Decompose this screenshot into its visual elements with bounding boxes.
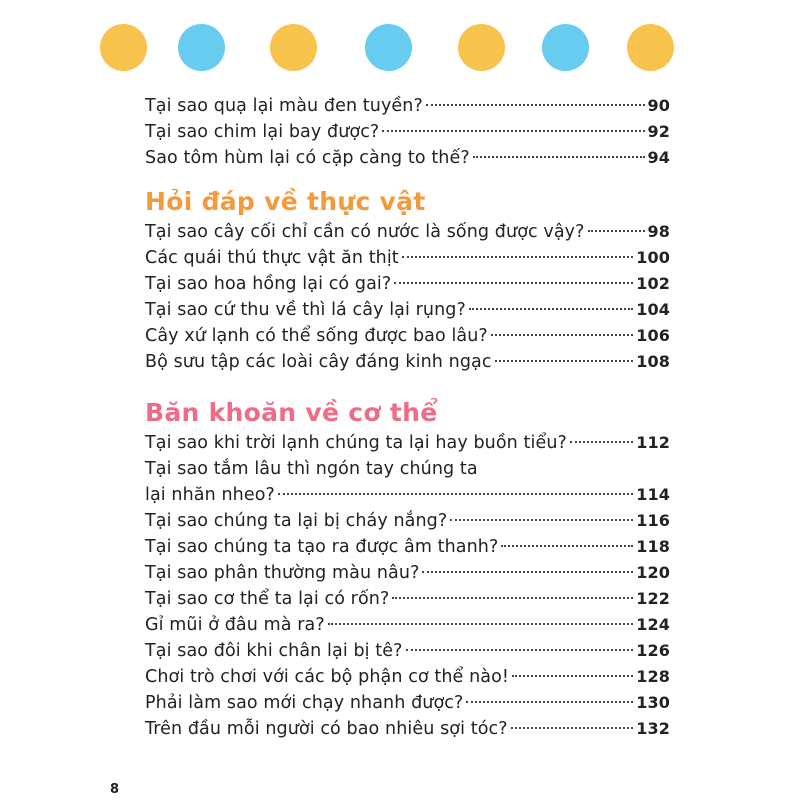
dot-leader: [394, 282, 633, 284]
dot-leader: [328, 623, 634, 625]
toc-entry-title: Gỉ mũi ở đâu mà ra?: [145, 615, 325, 635]
toc-entry: [145, 664, 670, 690]
section-heading-body: Băn khoăn về cơ thể: [145, 398, 438, 427]
dot-leader: [469, 308, 633, 310]
toc-entry-title: Tại sao cứ thu về thì lá cây lại rụng?: [145, 300, 466, 320]
toc-entry-page: 92: [647, 122, 670, 141]
dot-leader: [392, 597, 633, 599]
toc-entry: [145, 119, 670, 145]
dot-leader: [402, 256, 634, 258]
toc-entry: [145, 508, 670, 534]
toc-entry-title: Tại sao chúng ta lại bị cháy nắng?: [145, 511, 448, 531]
toc-entry: [145, 297, 670, 323]
toc-entry-title: Tại sao chim lại bay được?: [145, 122, 380, 142]
dot-leader: [466, 701, 633, 703]
toc-entry-page: 94: [647, 148, 670, 167]
toc-body-list: [145, 430, 670, 742]
dot-leader: [422, 571, 633, 573]
toc-entry-page: 114: [636, 485, 670, 504]
section-heading-plants: Hỏi đáp về thực vật: [145, 187, 426, 216]
toc-entry-page: 122: [636, 589, 670, 608]
toc-entry-title: Tại sao cơ thể ta lại có rốn?: [145, 589, 390, 609]
dot-leader: [491, 334, 633, 336]
toc-entry-page: 108: [636, 352, 670, 371]
toc-entry: [145, 323, 670, 349]
toc-entry: [145, 245, 670, 271]
decorative-dot-yellow: [270, 24, 317, 71]
page-number: 8: [110, 782, 120, 797]
toc-entry-page: 126: [636, 641, 670, 660]
toc-entry-page: 118: [636, 537, 670, 556]
toc-section-body: [145, 396, 670, 742]
toc-entry: [145, 534, 670, 560]
dot-leader: [495, 360, 634, 362]
toc-entry-page: 98: [647, 222, 670, 241]
toc-entry-title: Tại sao tắm lâu thì ngón tay chúng ta: [145, 459, 478, 479]
toc-entry: [145, 716, 670, 742]
dot-leader: [512, 675, 633, 677]
dot-leader: [278, 493, 633, 495]
toc-entry-page: 120: [636, 563, 670, 582]
dot-leader: [511, 727, 634, 729]
toc-entry-page: 90: [647, 96, 670, 115]
decorative-dots-row: [0, 22, 800, 78]
decorative-dot-yellow: [100, 24, 147, 71]
toc-entry-page: 124: [636, 615, 670, 634]
toc-entry-title: Cây xứ lạnh có thể sống được bao lâu?: [145, 326, 488, 346]
toc-entry-title: lại nhăn nheo?: [145, 485, 275, 505]
decorative-dot-yellow: [627, 24, 674, 71]
toc-entry: [145, 93, 670, 119]
toc-entry-title: Bộ sưu tập các loài cây đáng kinh ngạc: [145, 352, 492, 372]
dot-leader: [473, 156, 645, 158]
toc-entry-title: Tại sao phân thường màu nâu?: [145, 563, 420, 583]
toc-entry-page: 112: [636, 433, 670, 452]
toc-entry-title: Trên đầu mỗi người có bao nhiêu sợi tóc?: [145, 719, 508, 739]
dot-leader: [450, 519, 633, 521]
toc-entry: [145, 349, 670, 375]
toc-entry-title: Tại sao cây cối chỉ cần có nước là sống được vậy?: [145, 222, 585, 242]
toc-entry-page: 104: [636, 300, 670, 319]
toc-entry-title: Tại sao quạ lại màu đen tuyền?: [145, 96, 423, 116]
toc-section-animals: [145, 93, 670, 171]
dot-leader: [406, 649, 634, 651]
decorative-dot-blue: [542, 24, 589, 71]
toc-entry: [145, 482, 670, 508]
toc-entry-title: Tại sao chúng ta tạo ra được âm thanh?: [145, 537, 499, 557]
toc-entry-page: 106: [636, 326, 670, 345]
toc-entry: [145, 456, 670, 482]
toc-entry-title: Các quái thú thực vật ăn thịt: [145, 248, 399, 268]
toc-section-plants: [145, 185, 670, 375]
dot-leader: [382, 130, 644, 132]
toc-entry-title: Sao tôm hùm lại có cặp càng to thế?: [145, 148, 470, 168]
toc-entry: [145, 430, 670, 456]
toc-entry-page: 128: [636, 667, 670, 686]
toc-entry-page: 132: [636, 719, 670, 738]
decorative-dot-blue: [178, 24, 225, 71]
toc-entry-page: 100: [636, 248, 670, 267]
toc-entry-page: 102: [636, 274, 670, 293]
toc-entry-title: Tại sao hoa hồng lại có gai?: [145, 274, 392, 294]
toc-entry-title: Phải làm sao mới chạy nhanh được?: [145, 693, 464, 713]
decorative-dot-blue: [365, 24, 412, 71]
toc-entry: [145, 690, 670, 716]
dot-leader: [588, 230, 645, 232]
toc-entry: [145, 586, 670, 612]
toc-entry-title: Tại sao đôi khi chân lại bị tê?: [145, 641, 403, 661]
toc-entry-title: Tại sao khi trời lạnh chúng ta lại hay buồn tiểu?: [145, 433, 567, 453]
toc-plants-list: [145, 219, 670, 375]
toc-entry-page: 116: [636, 511, 670, 530]
dot-leader: [570, 441, 633, 443]
toc-entry-title: Chơi trò chơi với các bộ phận cơ thể nào!: [145, 667, 510, 687]
toc-entry: [145, 638, 670, 664]
toc-entry-page: 130: [636, 693, 670, 712]
toc-entry: [145, 219, 670, 245]
toc-entry: [145, 612, 670, 638]
toc-entry: [145, 145, 670, 171]
decorative-dot-yellow: [458, 24, 505, 71]
dot-leader: [501, 545, 633, 547]
toc-entry: [145, 271, 670, 297]
toc-entry: [145, 560, 670, 586]
dot-leader: [426, 104, 645, 106]
